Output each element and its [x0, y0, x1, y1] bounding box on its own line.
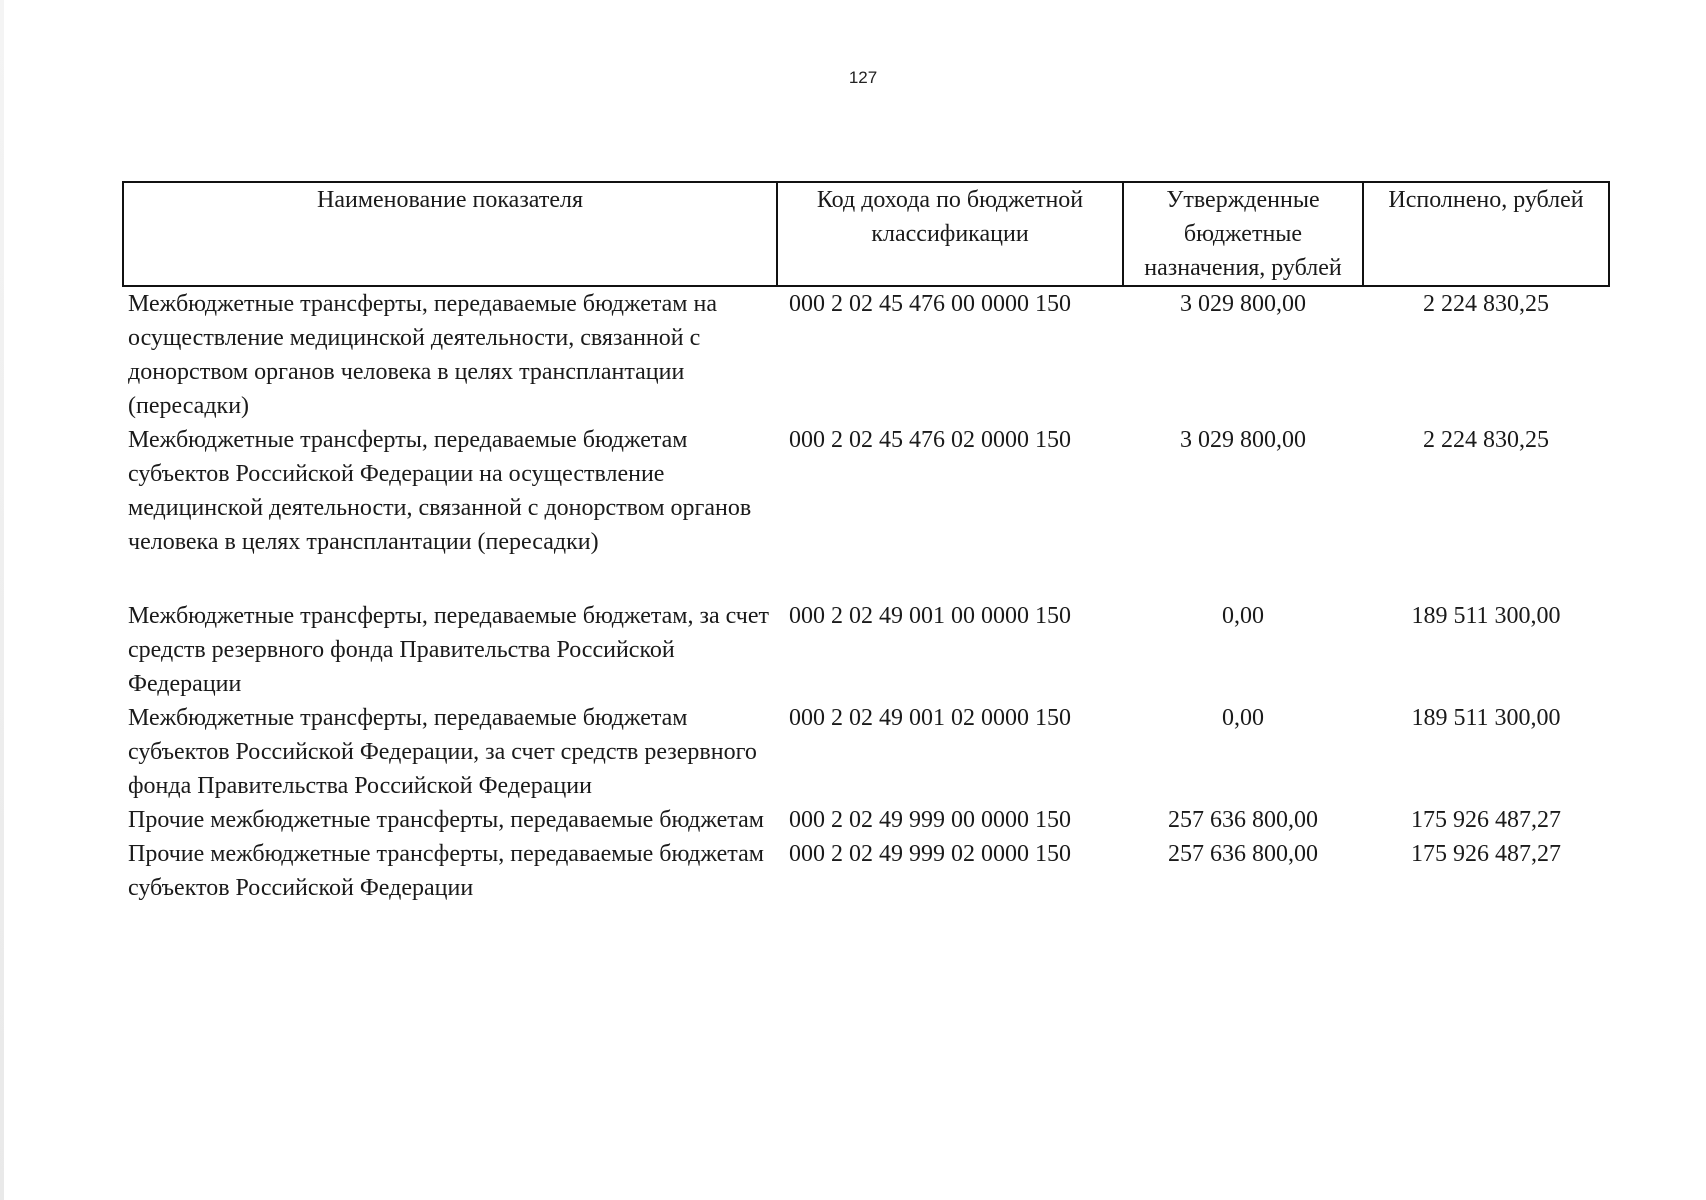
row-code: 000 2 02 49 001 02 0000 150 — [789, 705, 1071, 731]
table-body — [123, 286, 1609, 905]
table-row — [123, 423, 1609, 599]
row-exec: 2 224 830,25 — [1423, 427, 1549, 453]
row-plan: 0,00 — [1222, 705, 1264, 731]
table-row — [123, 599, 1609, 701]
row-code: 000 2 02 49 999 00 0000 150 — [789, 807, 1071, 833]
row-name: Межбюджетные трансферты, передаваемые бюджетам на осуществление медицинской деятельности, связанной с донорством органов человека в целях трансплантации (пересадки) — [128, 291, 717, 419]
table-row — [123, 803, 1609, 837]
row-plan: 257 636 800,00 — [1168, 807, 1318, 833]
row-code: 000 2 02 49 999 02 0000 150 — [789, 841, 1071, 867]
header-plan: Утвержденные бюджетные назначения, рублей — [1123, 182, 1363, 286]
row-name: Межбюджетные трансферты, передаваемые бюджетам субъектов Российской Федерации, за счет средств резервного фонда Правительства Российской Федерации — [128, 705, 757, 799]
header-name: Наименование показателя — [123, 182, 777, 286]
page-number: 127 — [848, 68, 878, 87]
table-header — [123, 182, 1609, 286]
table-row — [123, 286, 1609, 423]
row-plan: 257 636 800,00 — [1168, 841, 1318, 867]
scan-edge — [0, 0, 4, 1200]
row-exec: 175 926 487,27 — [1411, 807, 1561, 833]
row-exec: 189 511 300,00 — [1411, 705, 1561, 731]
budget-revenue-table — [122, 181, 1610, 905]
row-plan: 0,00 — [1222, 603, 1264, 629]
row-exec: 175 926 487,27 — [1411, 841, 1561, 867]
row-exec: 2 224 830,25 — [1423, 291, 1549, 317]
header-exec: Исполнено, рублей — [1363, 182, 1609, 286]
row-plan: 3 029 800,00 — [1180, 427, 1306, 453]
table-row — [123, 701, 1609, 803]
table-row — [123, 837, 1609, 905]
row-code: 000 2 02 45 476 02 0000 150 — [789, 427, 1071, 453]
row-name: Межбюджетные трансферты, передаваемые бюджетам, за счет средств резервного фонда Правительства Российской Федерации — [128, 603, 769, 697]
row-code: 000 2 02 45 476 00 0000 150 — [789, 291, 1071, 317]
row-name: Межбюджетные трансферты, передаваемые бюджетам субъектов Российской Федерации на осуществление медицинской деятельности, связанной с донорством органов человека в целях трансплантации (пересадки) — [128, 427, 752, 555]
row-plan: 3 029 800,00 — [1180, 291, 1306, 317]
header-code: Код дохода по бюджетной классификации — [777, 182, 1123, 286]
header-row — [123, 182, 1609, 286]
row-name: Прочие межбюджетные трансферты, передаваемые бюджетам — [128, 807, 764, 833]
row-name: Прочие межбюджетные трансферты, передаваемые бюджетам субъектов Российской Федерации — [128, 841, 764, 901]
row-exec: 189 511 300,00 — [1411, 603, 1561, 629]
row-code: 000 2 02 49 001 00 0000 150 — [789, 603, 1071, 629]
